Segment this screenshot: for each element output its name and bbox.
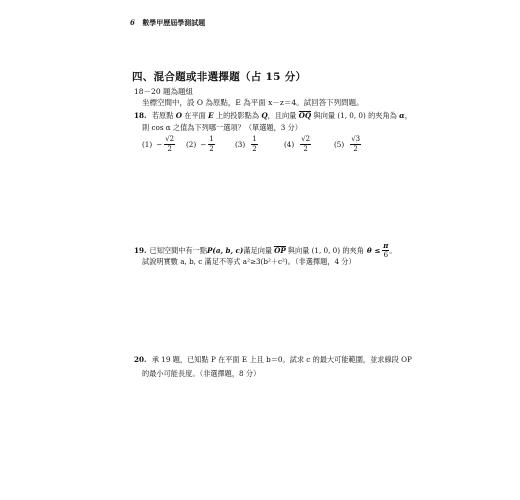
q18-option-4[interactable] — [284, 136, 311, 153]
option-fraction — [350, 136, 361, 153]
book-title: 數學甲歷屆學測試題 — [142, 18, 206, 27]
page-number: 6 — [130, 18, 135, 27]
q20-number: 20. — [134, 355, 147, 364]
q18-option-3[interactable] — [235, 136, 258, 153]
option-fraction — [251, 136, 257, 153]
option-numerator: √3 — [351, 135, 361, 143]
q18-line2: 則 cos α 之值為下列哪一選項？（單選題，3 分） — [142, 123, 302, 132]
option-fraction — [300, 136, 311, 153]
option-label: (5) — [334, 140, 345, 149]
q18-option-1[interactable] — [142, 136, 175, 153]
q19-number: 19. — [134, 246, 147, 255]
pi-over-6: $\frac{\pi}{6}$ — [383, 241, 389, 259]
option-denominator: 2 — [252, 145, 257, 153]
q18-option-5[interactable] — [334, 136, 361, 153]
q18-option-2[interactable] — [186, 136, 215, 153]
option-numerator: √2 — [165, 135, 175, 143]
option-denominator: 2 — [353, 145, 358, 153]
option-denominator: 2 — [303, 145, 308, 153]
option-label: (4) — [284, 140, 295, 149]
group-label: 18－20 題為題組 — [134, 87, 193, 96]
q20-line2: 的最小可能長度。（非選擇題，8 分） — [142, 369, 261, 378]
option-sign: − — [200, 140, 207, 149]
q19-line2: 試說明實數 a, b, c 滿足不等式 a²≥3(b²＋c²)。（非選擇題，4 分） — [142, 257, 356, 266]
vector-op: OP — [274, 246, 286, 255]
group-context: 坐標空間中，設 O 為原點，E 為平面 x－z＝4。試回答下列問題。 — [142, 98, 364, 107]
option-denominator: 2 — [209, 145, 214, 153]
q19-line1: 19. 已知空間中有一點 P(a, b, c) 滿足向量 OP 與向量 (1, 0, 0) 的夾角 θ ≤ $\frac{\pi}{6}$ 。 — [134, 241, 397, 259]
q18-line1: 18. 若原點 O 在平面 E 上的投影點為 Q，且向量 OQ 與向量 (1, 0, 0) 的夾角為 α， — [134, 111, 412, 120]
q20-line1: 20. 承 19 題，已知點 P 在平面 E 上且 b＝0。試求 c 的最大可能範圍，並求線段 OP — [134, 355, 412, 364]
section-title: 四、混合題或非選擇題（占 15 分） — [132, 71, 307, 83]
option-label: (3) — [235, 140, 246, 149]
option-label: (1) — [142, 140, 153, 149]
vector-oq: OQ — [298, 111, 312, 120]
option-fraction — [164, 136, 175, 153]
q18-number: 18. — [134, 111, 147, 120]
option-numerator: 1 — [209, 135, 214, 143]
page-header — [130, 18, 205, 28]
option-sign: − — [156, 140, 163, 149]
option-denominator: 2 — [167, 145, 172, 153]
option-label: (2) — [186, 140, 197, 149]
option-numerator: √2 — [301, 135, 311, 143]
option-numerator: 1 — [252, 135, 257, 143]
option-fraction — [208, 136, 214, 153]
